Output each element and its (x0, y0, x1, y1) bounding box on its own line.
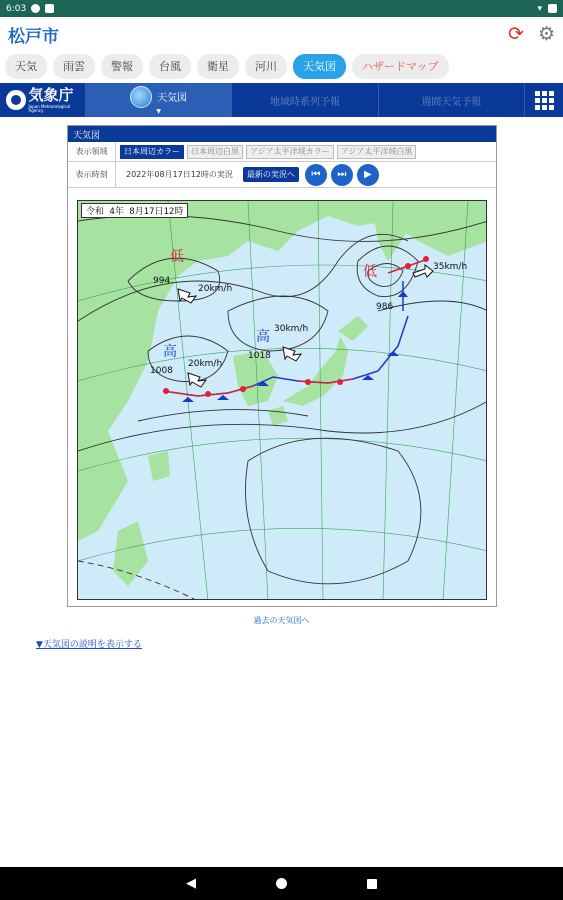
weather-map[interactable] (77, 200, 487, 600)
jma-nav-weekly-forecast[interactable]: 週間天気予報 (379, 83, 525, 117)
wifi-icon: ▾ (537, 3, 542, 14)
high-2-speed: 30km/h (274, 324, 309, 334)
panel-title: 天気図 (68, 126, 496, 142)
status-bar (0, 0, 563, 17)
high-1-speed: 20km/h (188, 359, 223, 369)
page-title: 松戸市 (8, 26, 59, 47)
tab-weather[interactable]: 天気 (5, 54, 47, 79)
weather-map-panel (67, 125, 497, 607)
land-hokkaido (338, 316, 368, 341)
tab-rain-cloud[interactable]: 雨雲 (53, 54, 95, 79)
category-tabs (0, 52, 563, 80)
low-1-pressure: 994 (153, 276, 171, 286)
jma-logo-mark-icon (6, 90, 26, 110)
land-philippines (113, 521, 148, 586)
jma-logo-subtext: Japan Meteorological Agency (28, 103, 71, 113)
refresh-icon[interactable]: ⟳ (508, 22, 524, 45)
high-2-symbol: 高 (256, 329, 270, 345)
app-bar (0, 17, 563, 51)
jma-nav-regional-forecast[interactable]: 地域時系列予報 (232, 83, 378, 117)
map-date-stamp: 令和 4年 8月17日12時 (81, 203, 188, 218)
jma-nav-weather-map[interactable] (86, 83, 232, 117)
tab-weather-map[interactable]: 天気図 (293, 54, 346, 79)
tab-warning[interactable]: 警報 (101, 54, 143, 79)
tab-hazard-map[interactable]: ハザードマップ (352, 54, 449, 79)
tab-typhoon[interactable]: 台風 (149, 54, 191, 79)
grid-icon (535, 91, 554, 110)
jma-nav (86, 83, 525, 117)
back-icon[interactable]: ◀ (186, 876, 196, 891)
time-value: 2022年08月17日12時の実況 (126, 170, 233, 179)
area-option-japan-color[interactable]: 日本周辺カラー (120, 145, 184, 159)
globe-icon (130, 86, 152, 108)
past-maps-link[interactable]: 過去の天気図へ (253, 616, 310, 625)
latest-button[interactable]: 最新の実況へ (243, 167, 299, 182)
time-label: 表示時刻 (68, 162, 116, 187)
low-1-speed: 20km/h (198, 284, 233, 294)
explanation-toggle-link[interactable]: ▼天気図の説明を表示する (36, 640, 142, 650)
area-option-japan-mono[interactable]: 日本周辺白黒 (187, 145, 243, 159)
low-2-pressure: 986 (376, 302, 394, 312)
battery-icon (548, 4, 557, 13)
home-icon[interactable] (276, 878, 287, 889)
gear-icon[interactable]: ⚙ (537, 22, 555, 45)
land-honshu (283, 336, 348, 406)
play-icon[interactable]: ▶ (357, 164, 379, 186)
high-2-pressure: 1018 (248, 351, 271, 361)
sim-icon (45, 4, 54, 13)
tab-river[interactable]: 河川 (245, 54, 287, 79)
low-2-symbol: 低 (363, 264, 377, 280)
area-label: 表示領域 (68, 142, 116, 161)
time-row (68, 162, 496, 188)
low-2-speed: 35km/h (433, 262, 468, 272)
grid-menu-button[interactable] (525, 83, 563, 117)
low-1-symbol: 低 (170, 249, 184, 265)
area-option-asia-mono[interactable]: アジア太平洋域白黒 (337, 145, 417, 159)
chevron-down-icon: ▼ (156, 107, 161, 115)
land-taiwan (148, 451, 170, 481)
land-kyushu (268, 406, 288, 426)
weather-map-svg (78, 201, 487, 600)
jma-header (0, 83, 563, 117)
skip-last-icon[interactable]: ⏭ (331, 164, 353, 186)
high-1-pressure: 1008 (150, 366, 173, 376)
skip-first-icon[interactable]: ⏮ (305, 164, 327, 186)
notification-icon (31, 4, 40, 13)
status-time: 6:03 (6, 3, 27, 14)
recents-icon[interactable] (367, 879, 377, 889)
jma-logo[interactable] (0, 83, 86, 117)
jma-logo-text: 気象庁 (28, 85, 74, 104)
area-option-asia-color[interactable]: アジア太平洋域カラー (246, 145, 334, 159)
area-row (68, 142, 496, 162)
high-1-symbol: 高 (163, 344, 177, 360)
land-south-china (78, 431, 128, 541)
land-mainland-asia (78, 201, 487, 441)
jma-nav-weather-map-label: 天気図 (157, 93, 188, 104)
tab-satellite[interactable]: 衛星 (197, 54, 239, 79)
android-nav-bar (0, 867, 563, 900)
